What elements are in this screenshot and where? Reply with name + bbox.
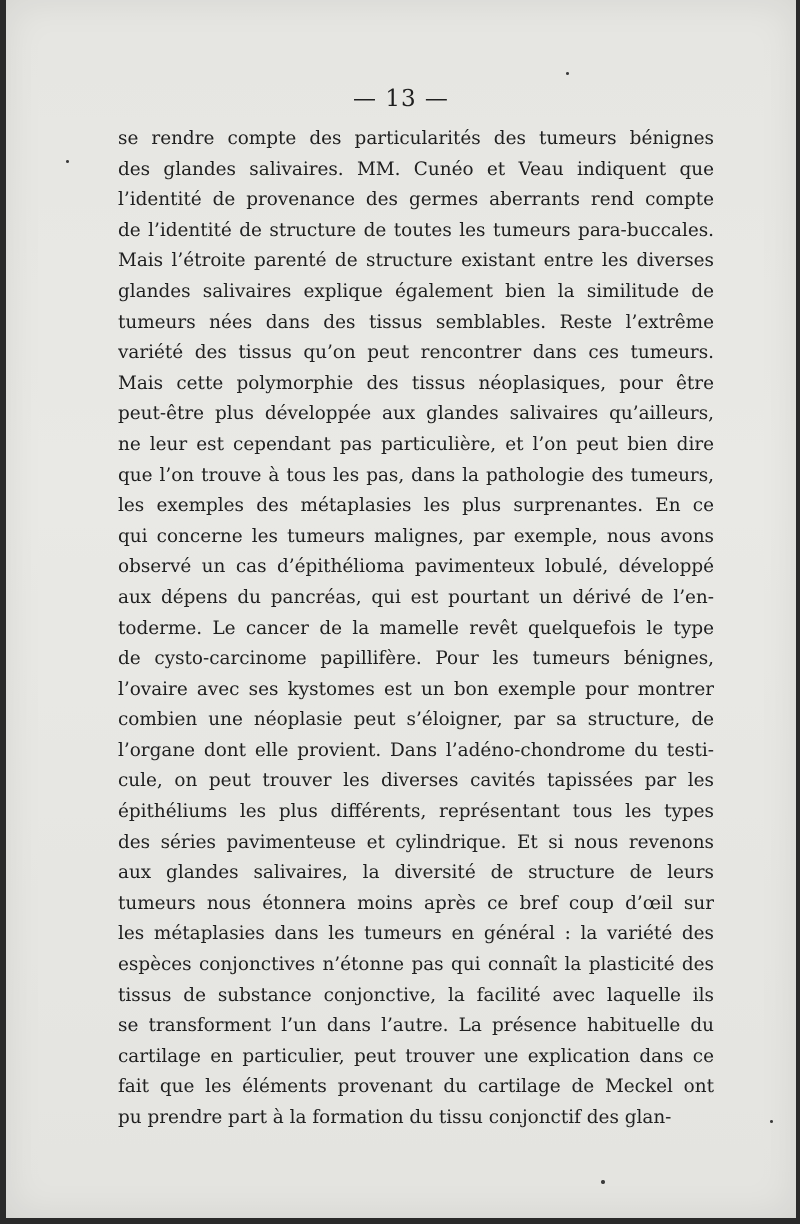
text-line: aux glandes salivaires, la diversité de structure de leurs: [118, 862, 714, 884]
text-line: cule, on peut trouver les diverses cavités tapissées par les: [118, 770, 714, 792]
text-line: tumeurs nous étonnera moins après ce bref coup d’œil sur: [118, 892, 714, 914]
text-line: qui concerne les tumeurs malignes, par exemple, nous avons: [118, 525, 714, 547]
text-line: Mais cette polymorphie des tissus néoplasiques, pour être: [118, 372, 714, 394]
text-line: épithéliums les plus différents, représentant tous les types: [118, 801, 714, 823]
text-line: observé un cas d’épithélioma pavimenteux lobulé, développé: [118, 556, 714, 578]
text-line: les exemples des métaplasies les plus surprenantes. En ce: [118, 495, 714, 517]
text-line: les métaplasies dans les tumeurs en général : la variété des: [118, 923, 714, 945]
text-line: Mais l’étroite parenté de structure existant entre les diverses: [118, 250, 714, 272]
text-line: glandes salivaires explique également bien la similitude de: [118, 280, 714, 302]
paper-speck: [770, 1120, 773, 1123]
body-text: [118, 124, 714, 1134]
text-line: cartilage en particulier, peut trouver une explication dans ce: [118, 1045, 714, 1067]
text-line: espèces conjonctives n’étonne pas qui connaît la plasticité des: [118, 954, 714, 976]
paper-speck: [566, 72, 569, 75]
text-line: de cysto-carcinome papillifère. Pour les tumeurs bénignes,: [118, 648, 714, 670]
text-line: des séries pavimenteuse et cylindrique. Et si nous revenons: [118, 831, 714, 853]
text-line: se transforment l’un dans l’autre. La présence habituelle du: [118, 1015, 714, 1037]
paper-speck: [66, 160, 69, 163]
text-line: variété des tissus qu’on peut rencontrer dans ces tumeurs.: [118, 342, 714, 364]
text-line: l’identité de provenance des germes aberrants rend compte: [118, 189, 714, 211]
text-line: des glandes salivaires. MM. Cunéo et Veau indiquent que: [118, 158, 714, 180]
text-line: fait que les éléments provenant du cartilage de Meckel ont: [118, 1076, 714, 1098]
text-line: combien une néoplasie peut s’éloigner, par sa structure, de: [118, 709, 714, 731]
text-line: l’ovaire avec ses kystomes est un bon exemple pour montrer: [118, 678, 714, 700]
text-line: l’organe dont elle provient. Dans l’adéno-chondrome du testi-: [118, 739, 714, 761]
text-line: aux dépens du pancréas, qui est pourtant un dérivé de l’en-: [118, 586, 714, 608]
text-line: tissus de substance conjonctive, la facilité avec laquelle ils: [118, 984, 714, 1006]
text-line: tumeurs nées dans des tissus semblables. Reste l’extrême: [118, 311, 714, 333]
text-line: ne leur est cependant pas particulière, et l’on peut bien dire: [118, 433, 714, 455]
text-line: se rendre compte des particularités des tumeurs bénignes: [118, 128, 714, 149]
text-line: pu prendre part à la formation du tissu conjonctif des glan-: [118, 1107, 672, 1128]
text-line: peut-être plus développée aux glandes salivaires qu’ailleurs,: [118, 403, 714, 425]
text-line: toderme. Le cancer de la mamelle revêt quelquefois le type: [118, 617, 714, 639]
text-line: que l’on trouve à tous les pas, dans la pathologie des tumeurs,: [118, 464, 714, 486]
page-number: — 13 —: [353, 86, 449, 112]
book-page: [6, 0, 796, 1218]
paper-speck: [601, 1180, 605, 1184]
text-line: de l’identité de structure de toutes les tumeurs para-buccales.: [118, 219, 714, 241]
